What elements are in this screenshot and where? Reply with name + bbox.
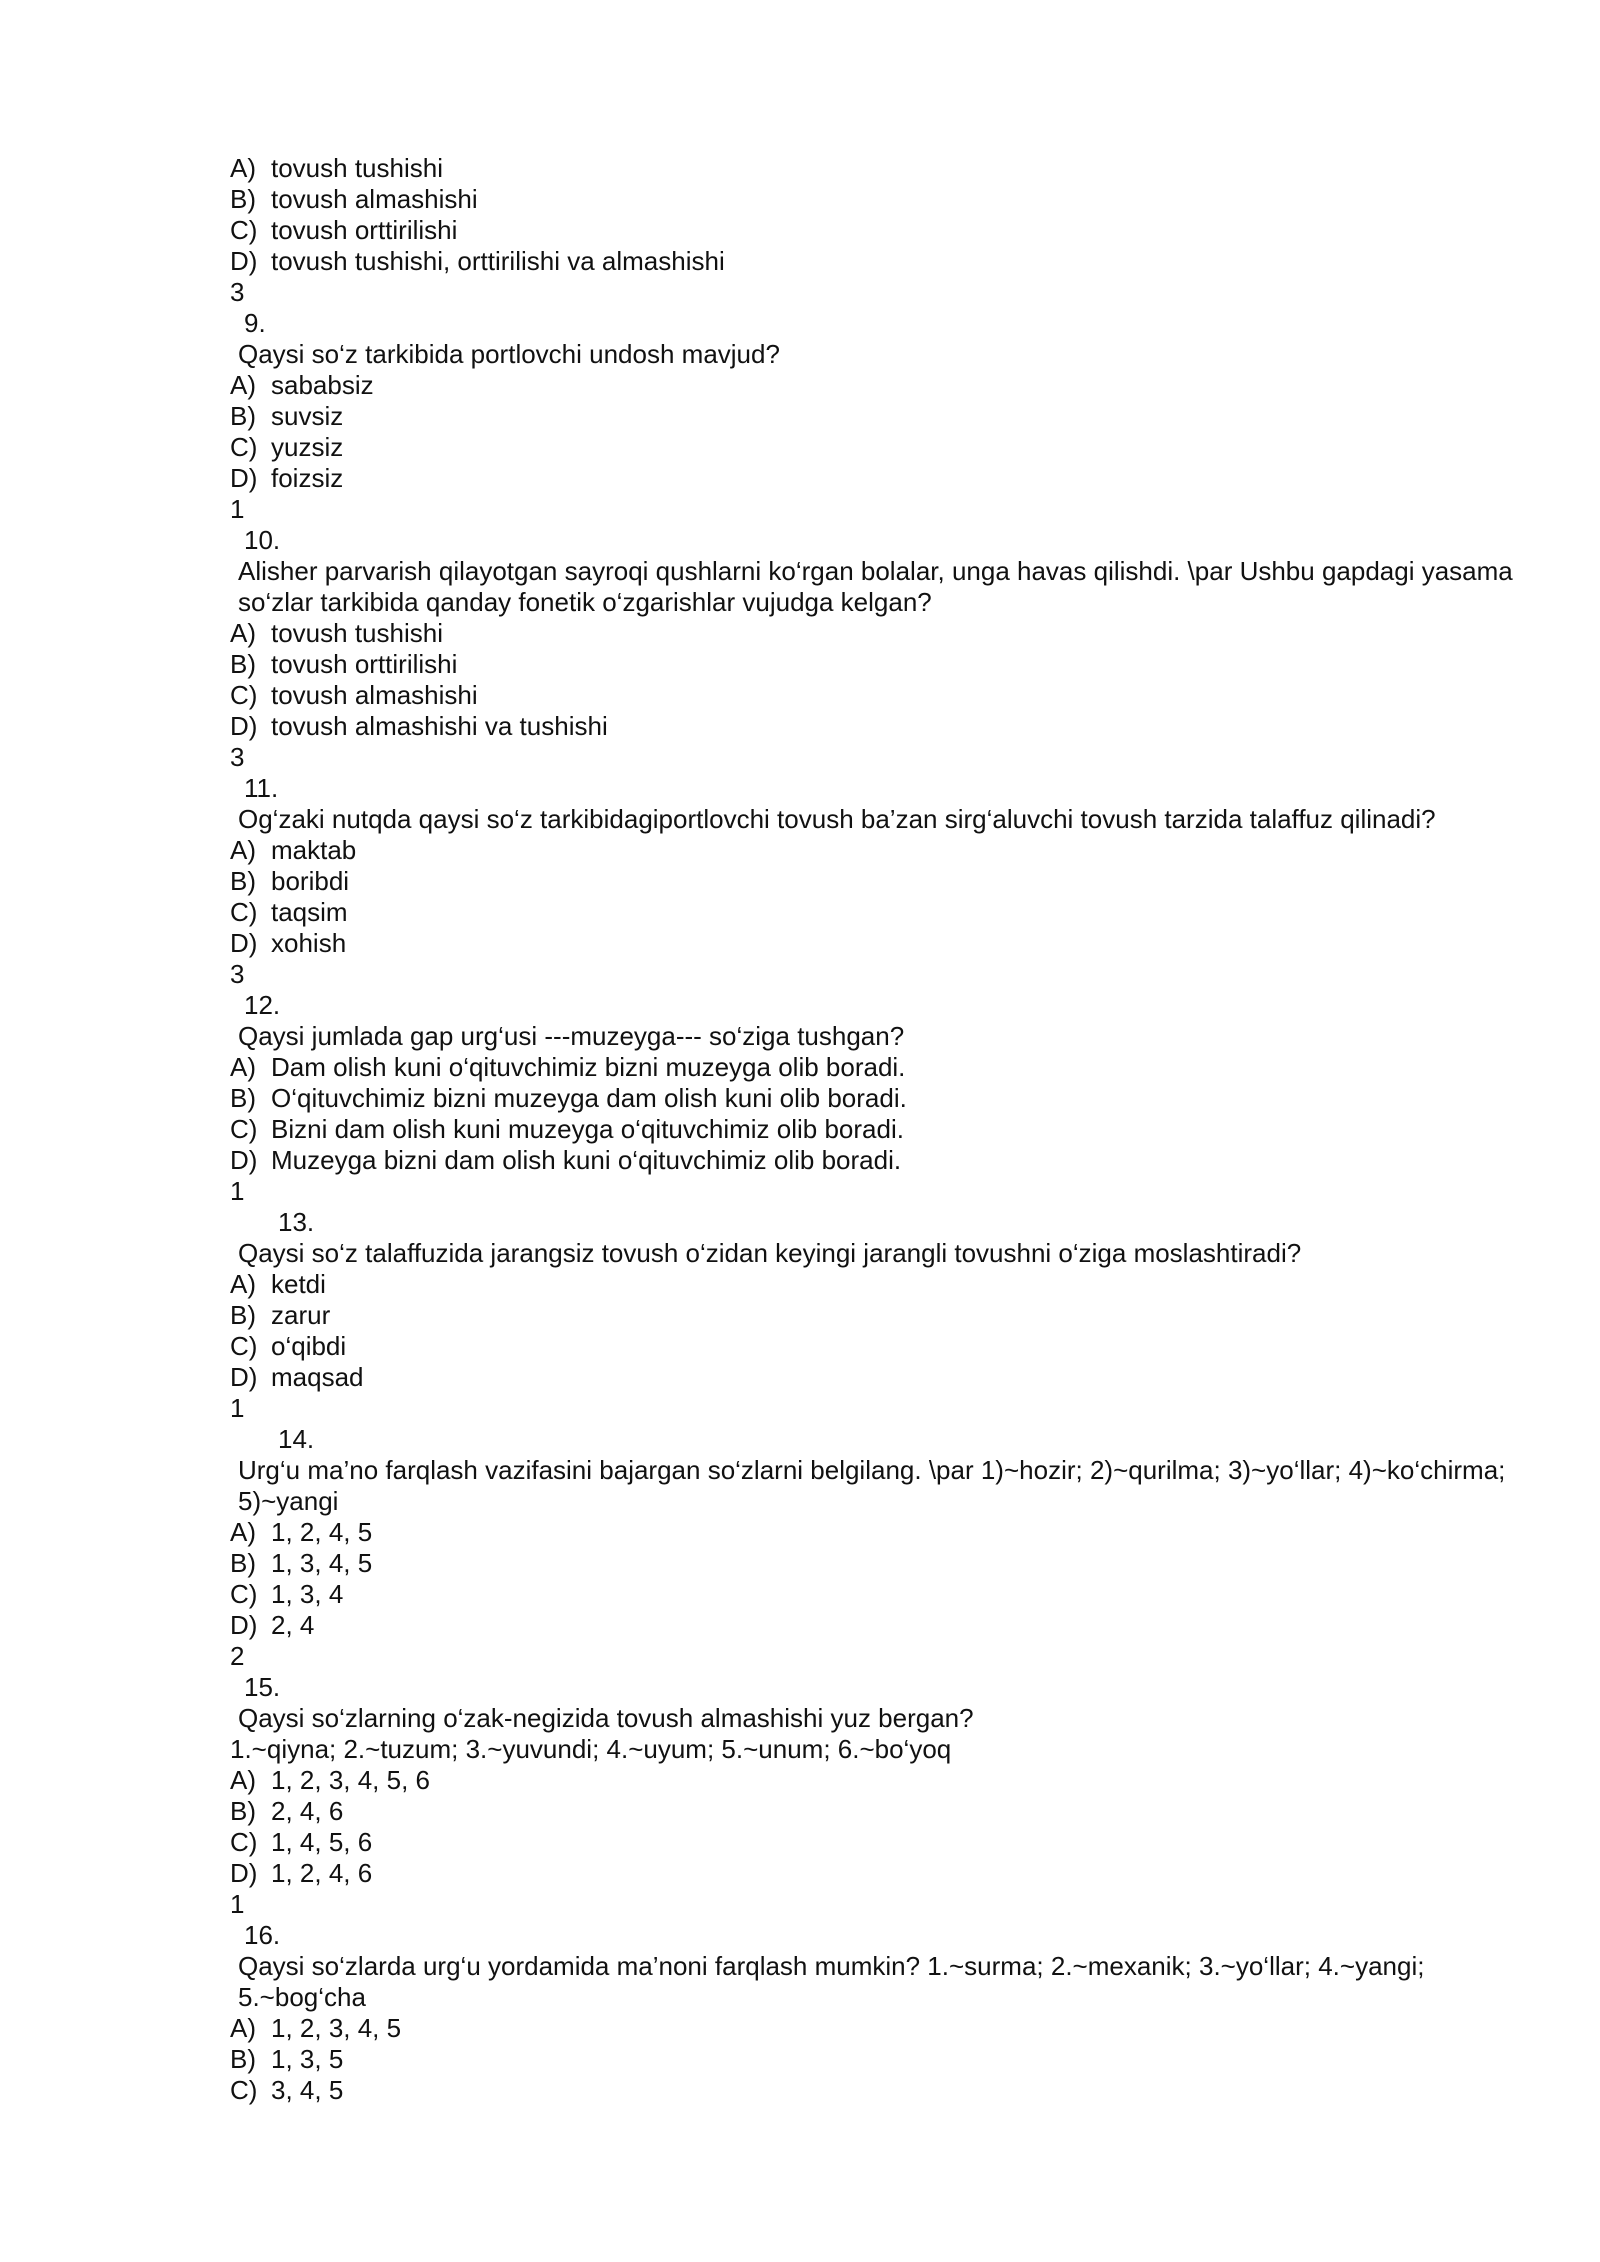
option-a [230, 835, 1530, 866]
option-text: 1, 3, 4 [271, 1579, 344, 1609]
option-letter: B) [230, 1548, 256, 1578]
option-letter: C) [230, 1114, 258, 1144]
option-text: 1, 4, 5, 6 [271, 1827, 373, 1857]
option-text: 1, 3, 4, 5 [271, 1548, 373, 1578]
option-text: maktab [271, 835, 357, 865]
option-letter: A) [230, 835, 256, 865]
option-c [230, 1579, 1530, 1610]
option-text: tovush almashishi [271, 680, 478, 710]
option-text: 1, 2, 4, 6 [271, 1858, 373, 1888]
option-letter: A) [230, 2013, 256, 2043]
option-text: xohish [271, 928, 347, 958]
option-a [230, 370, 1530, 401]
option-d [230, 1362, 1530, 1393]
option-a [230, 153, 1530, 184]
option-letter: D) [230, 463, 258, 493]
option-text: tovush tushishi [271, 153, 443, 183]
option-c [230, 432, 1530, 463]
option-text: maqsad [271, 1362, 364, 1392]
option-text: tovush almashishi [271, 184, 478, 214]
option-text: tovush tushishi, orttirilishi va almashishi [271, 246, 725, 276]
option-text: tovush orttirilishi [271, 215, 458, 245]
option-text: boribdi [271, 866, 350, 896]
option-letter: C) [230, 432, 258, 462]
option-letter: D) [230, 1145, 258, 1175]
option-b [230, 1300, 1530, 1331]
option-text: Dam olish kuni o‘qituvchimiz bizni muzeyga olib boradi. [271, 1052, 906, 1082]
question-number: 11. [244, 773, 279, 803]
question-text: Alisher parvarish qilayotgan sayroqi qushlarni ko‘rgan bolalar, unga havas qilishdi. \par Ushbu gapdagi yasama so‘zlar tarkibida qanday fonetik o‘zgarishlar vujudga kelgan? [238, 556, 1513, 617]
option-b [230, 1083, 1530, 1114]
option-text: o‘qibdi [271, 1331, 347, 1361]
option-letter: B) [230, 866, 256, 896]
option-c [230, 1827, 1530, 1858]
question-text: Urg‘u ma’no farqlash vazifasini bajargan so‘zlarni belgilang. \par 1)~hozir; 2)~qurilma; 3)~yo‘llar; 4)~ko‘chirma; 5)~yangi [238, 1455, 1506, 1516]
option-b [230, 866, 1530, 897]
option-text: zarur [271, 1300, 331, 1330]
option-letter: B) [230, 184, 256, 214]
answer-key: 1 [230, 1889, 245, 1919]
question-text: Qaysi so‘zlarning o‘zak-negizida tovush almashishi yuz bergan? [238, 1703, 974, 1733]
option-letter: D) [230, 1858, 258, 1888]
answer-key: 3 [230, 277, 245, 307]
option-text: 3, 4, 5 [271, 2075, 344, 2105]
option-text: 2, 4, 6 [271, 1796, 344, 1826]
option-letter: B) [230, 1083, 256, 1113]
answer-key: 1 [230, 494, 245, 524]
option-letter: A) [230, 153, 256, 183]
answer-key: 1 [230, 1393, 245, 1423]
option-text: Muzeyga bizni dam olish kuni o‘qituvchimiz olib boradi. [271, 1145, 902, 1175]
option-letter: D) [230, 1362, 258, 1392]
option-text: Bizni dam olish kuni muzeyga o‘qituvchimiz olib boradi. [271, 1114, 904, 1144]
option-letter: B) [230, 1300, 256, 1330]
option-b [230, 1548, 1530, 1579]
question-number: 16. [244, 1920, 281, 1950]
option-text: tovush orttirilishi [271, 649, 458, 679]
option-b [230, 1796, 1530, 1827]
question-text: Qaysi jumlada gap urg‘usi ---muzeyga--- so‘ziga tushgan? [238, 1021, 905, 1051]
option-letter: C) [230, 680, 258, 710]
option-d [230, 711, 1530, 742]
option-text: 1, 2, 3, 4, 5 [271, 2013, 402, 2043]
option-letter: A) [230, 370, 256, 400]
option-letter: C) [230, 1579, 258, 1609]
option-d [230, 246, 1530, 277]
question-number: 15. [244, 1672, 281, 1702]
option-letter: D) [230, 246, 258, 276]
answer-key: 2 [230, 1641, 245, 1671]
question-text: Qaysi so‘z talaffuzida jarangsiz tovush o‘zidan keyingi jarangli tovushni o‘ziga moslashtiradi? [238, 1238, 1302, 1268]
option-b [230, 401, 1530, 432]
option-letter: B) [230, 401, 256, 431]
answer-key: 1 [230, 1176, 245, 1206]
option-a [230, 1269, 1530, 1300]
option-c [230, 680, 1530, 711]
option-d [230, 928, 1530, 959]
option-a [230, 2013, 1530, 2044]
option-text: sababsiz [271, 370, 374, 400]
option-a [230, 1052, 1530, 1083]
option-text: tovush almashishi va tushishi [271, 711, 608, 741]
option-d [230, 1610, 1530, 1641]
option-c [230, 2075, 1530, 2106]
option-letter: C) [230, 215, 258, 245]
option-letter: A) [230, 1052, 256, 1082]
answer-key: 3 [230, 959, 245, 989]
question-number: 9. [244, 308, 266, 338]
option-letter: D) [230, 1610, 258, 1640]
option-letter: B) [230, 1796, 256, 1826]
option-d [230, 463, 1530, 494]
option-b [230, 649, 1530, 680]
option-b [230, 2044, 1530, 2075]
option-text: O‘qituvchimiz bizni muzeyga dam olish kuni olib boradi. [271, 1083, 907, 1113]
question-extra: 1.~qiyna; 2.~tuzum; 3.~yuvundi; 4.~uyum; 5.~unum; 6.~bo‘yoq [230, 1734, 952, 1764]
option-text: 1, 2, 4, 5 [271, 1517, 373, 1547]
question-text: Qaysi so‘zlarda urg‘u yordamida ma’noni farqlash mumkin? 1.~surma; 2.~mexanik; 3.~yo‘llar; 4.~yangi; 5.~bog‘cha [238, 1951, 1425, 2012]
option-letter: A) [230, 1517, 256, 1547]
option-letter: C) [230, 897, 258, 927]
option-text: foizsiz [271, 463, 344, 493]
option-letter: A) [230, 618, 256, 648]
option-c [230, 215, 1530, 246]
question-number: 13. [278, 1207, 315, 1237]
option-text: tovush tushishi [271, 618, 443, 648]
option-letter: C) [230, 2075, 258, 2105]
option-letter: A) [230, 1269, 256, 1299]
option-a [230, 1765, 1530, 1796]
option-letter: B) [230, 649, 256, 679]
question-text: Og‘zaki nutqda qaysi so‘z tarkibidagiportlovchi tovush ba’zan sirg‘aluvchi tovush tarzida talaffuz qilinadi? [238, 804, 1436, 834]
option-text: 1, 2, 3, 4, 5, 6 [271, 1765, 430, 1795]
option-text: ketdi [271, 1269, 326, 1299]
option-text: suvsiz [271, 401, 344, 431]
answer-key: 3 [230, 742, 245, 772]
option-text: taqsim [271, 897, 348, 927]
option-letter: A) [230, 1765, 256, 1795]
option-text: 2, 4 [271, 1610, 315, 1640]
option-letter: B) [230, 2044, 256, 2074]
option-text: yuzsiz [271, 432, 344, 462]
option-d [230, 1145, 1530, 1176]
question-number: 10. [244, 525, 281, 555]
option-a [230, 1517, 1530, 1548]
option-a [230, 618, 1530, 649]
question-number: 14. [278, 1424, 315, 1454]
option-c [230, 897, 1530, 928]
option-c [230, 1331, 1530, 1362]
option-letter: D) [230, 928, 258, 958]
option-letter: D) [230, 711, 258, 741]
option-d [230, 1858, 1530, 1889]
option-c [230, 1114, 1530, 1145]
option-letter: C) [230, 1331, 258, 1361]
question-text: Qaysi so‘z tarkibida portlovchi undosh mavjud? [238, 339, 780, 369]
test-document [230, 153, 1530, 2106]
option-letter: C) [230, 1827, 258, 1857]
option-text: 1, 3, 5 [271, 2044, 344, 2074]
option-b [230, 184, 1530, 215]
question-number: 12. [244, 990, 281, 1020]
